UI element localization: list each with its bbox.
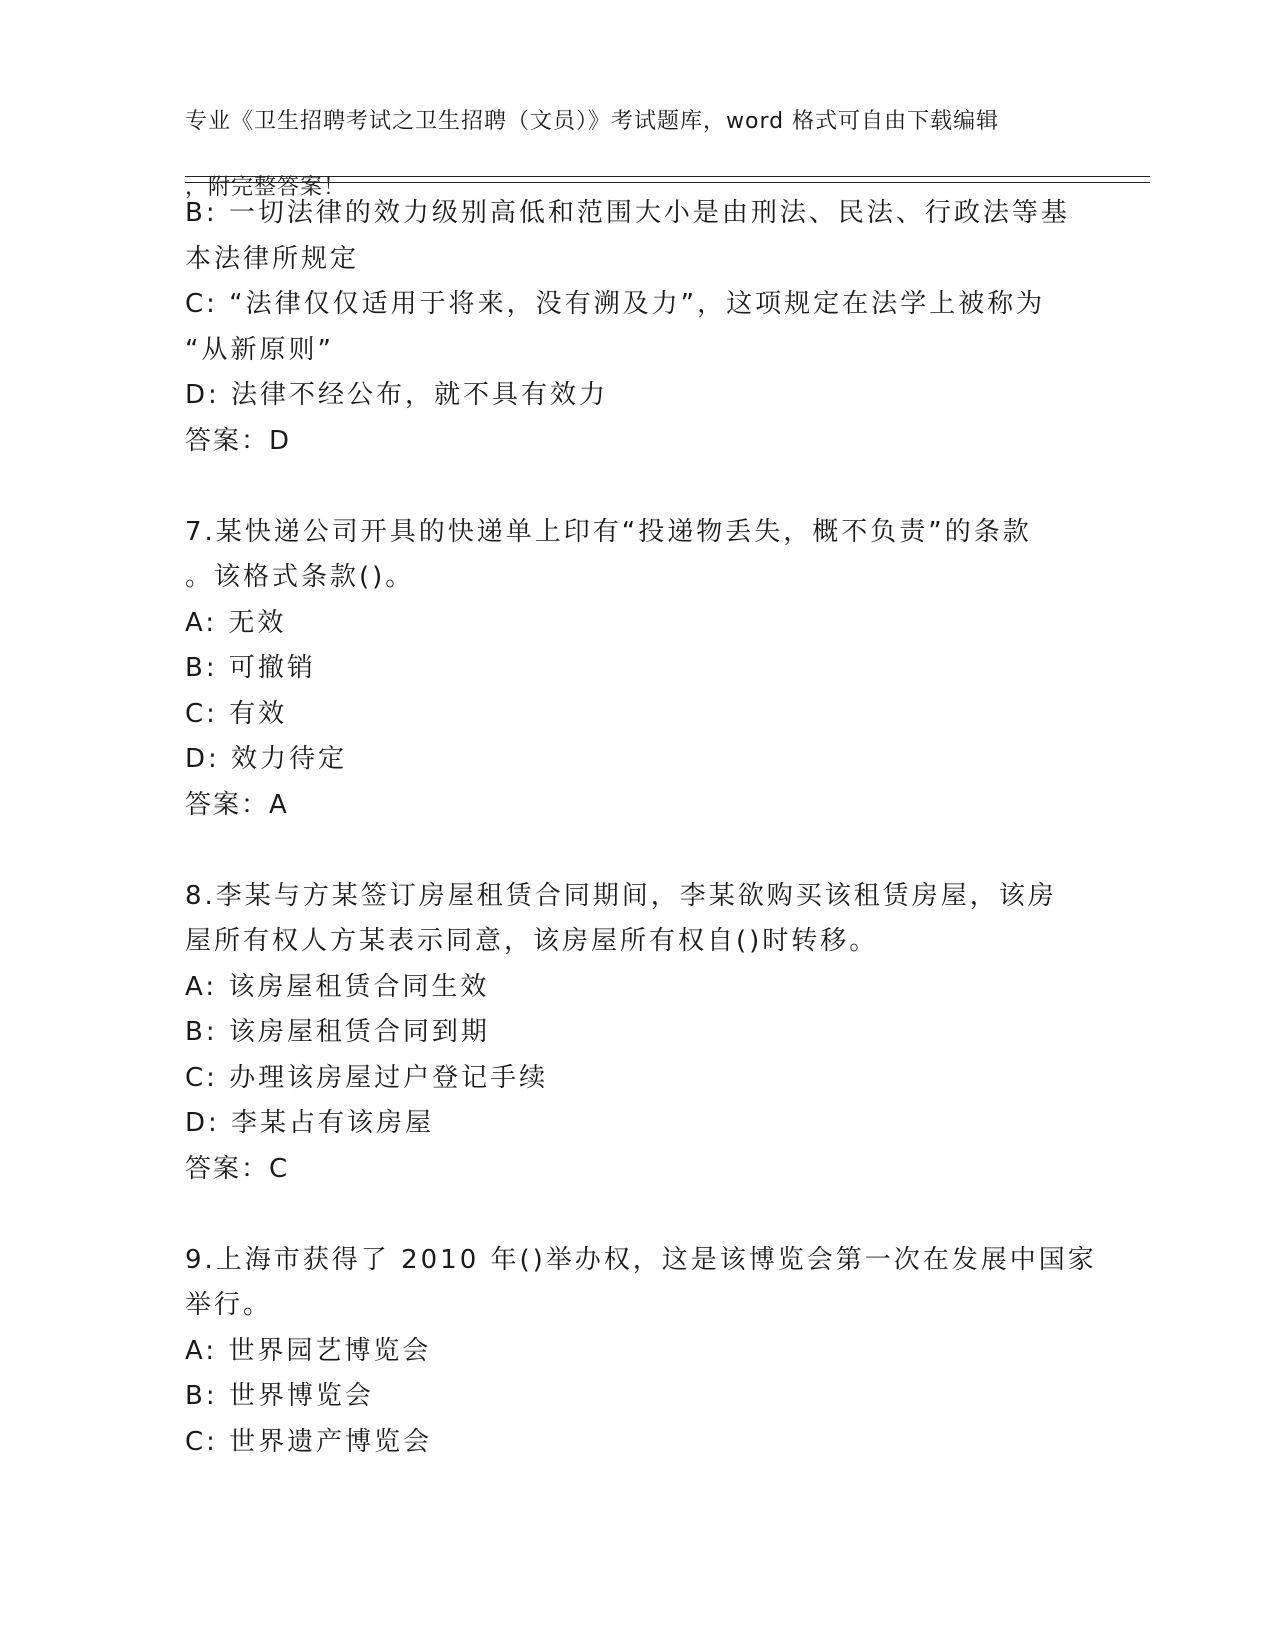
option-c-line-1: C: “法律仅仅适用于将来，没有溯及力”，这项规定在法学上被称为 [185, 289, 1046, 319]
option-d: D: 法律不经公布，就不具有效力 [185, 380, 609, 410]
option-d: D: 李某占有该房屋 [185, 1108, 435, 1138]
option-b-line-2: 本法律所规定 [185, 243, 360, 274]
header-rule-bottom [185, 182, 1150, 183]
answer-label: 答案： [185, 425, 270, 456]
option-b: B: 该房屋租赁合同到期 [185, 1017, 490, 1047]
header-rule-top [185, 176, 1150, 177]
answer-value: A [269, 789, 288, 820]
spacer [185, 828, 1085, 874]
option-a: A: 无效 [185, 607, 287, 638]
question-stem-line-1: 8.李某与方某签订房屋租赁合同期间，李某欲购买该租赁房屋，该房 [185, 880, 1057, 911]
answer-value: D [269, 425, 291, 456]
header-line-2: ，附完整答案！ [185, 175, 347, 200]
spacer [185, 464, 1085, 510]
answer-line [185, 783, 1085, 829]
question-7 [185, 510, 1085, 829]
question-content [185, 191, 1097, 1465]
question-stem-line-2: 屋所有权人方某表示同意，该房屋所有权自()时转移。 [185, 926, 879, 956]
answer-line [185, 1147, 1085, 1193]
question-6-continued [185, 191, 1085, 464]
option-c-line-2: “从新原则” [185, 334, 334, 365]
option-c: C: 有效 [185, 698, 288, 729]
answer-label: 答案： [185, 1153, 270, 1184]
option-a: A: 世界园艺博览会 [185, 1335, 432, 1366]
option-b: B: 世界博览会 [185, 1381, 374, 1411]
option-b-line-1: B: 一切法律的效力级别高低和范围大小是由刑法、民法、行政法等基 [185, 198, 1070, 228]
question-stem-line-1: 7.某快递公司开具的快递单上印有“投递物丢失，概不负责”的条款 [185, 516, 1032, 547]
answer-label: 答案： [185, 789, 270, 820]
header-line-1: 专业《卫生招聘考试之卫生招聘（文员）》考试题库，word 格式可自由下载编辑 [185, 109, 1000, 134]
option-d: D: 效力待定 [185, 744, 348, 774]
question-stem-line-2: 举行。 [185, 1290, 273, 1320]
option-c: C: 世界遗产博览会 [185, 1426, 433, 1457]
spacer [185, 1192, 1085, 1238]
question-stem-line-1: 9.上海市获得了 2010 年()举办权，这是该博览会第一次在发展中国家 [185, 1244, 1097, 1275]
question-8 [185, 874, 1085, 1193]
answer-value: C [269, 1153, 289, 1184]
answer-line [185, 419, 1085, 465]
option-c: C: 办理该房屋过户登记手续 [185, 1062, 549, 1093]
question-9 [185, 1238, 1097, 1466]
option-a: A: 该房屋租赁合同生效 [185, 971, 490, 1002]
option-b: B: 可撤销 [185, 653, 316, 683]
question-stem-line-2: 。该格式条款()。 [185, 562, 415, 592]
